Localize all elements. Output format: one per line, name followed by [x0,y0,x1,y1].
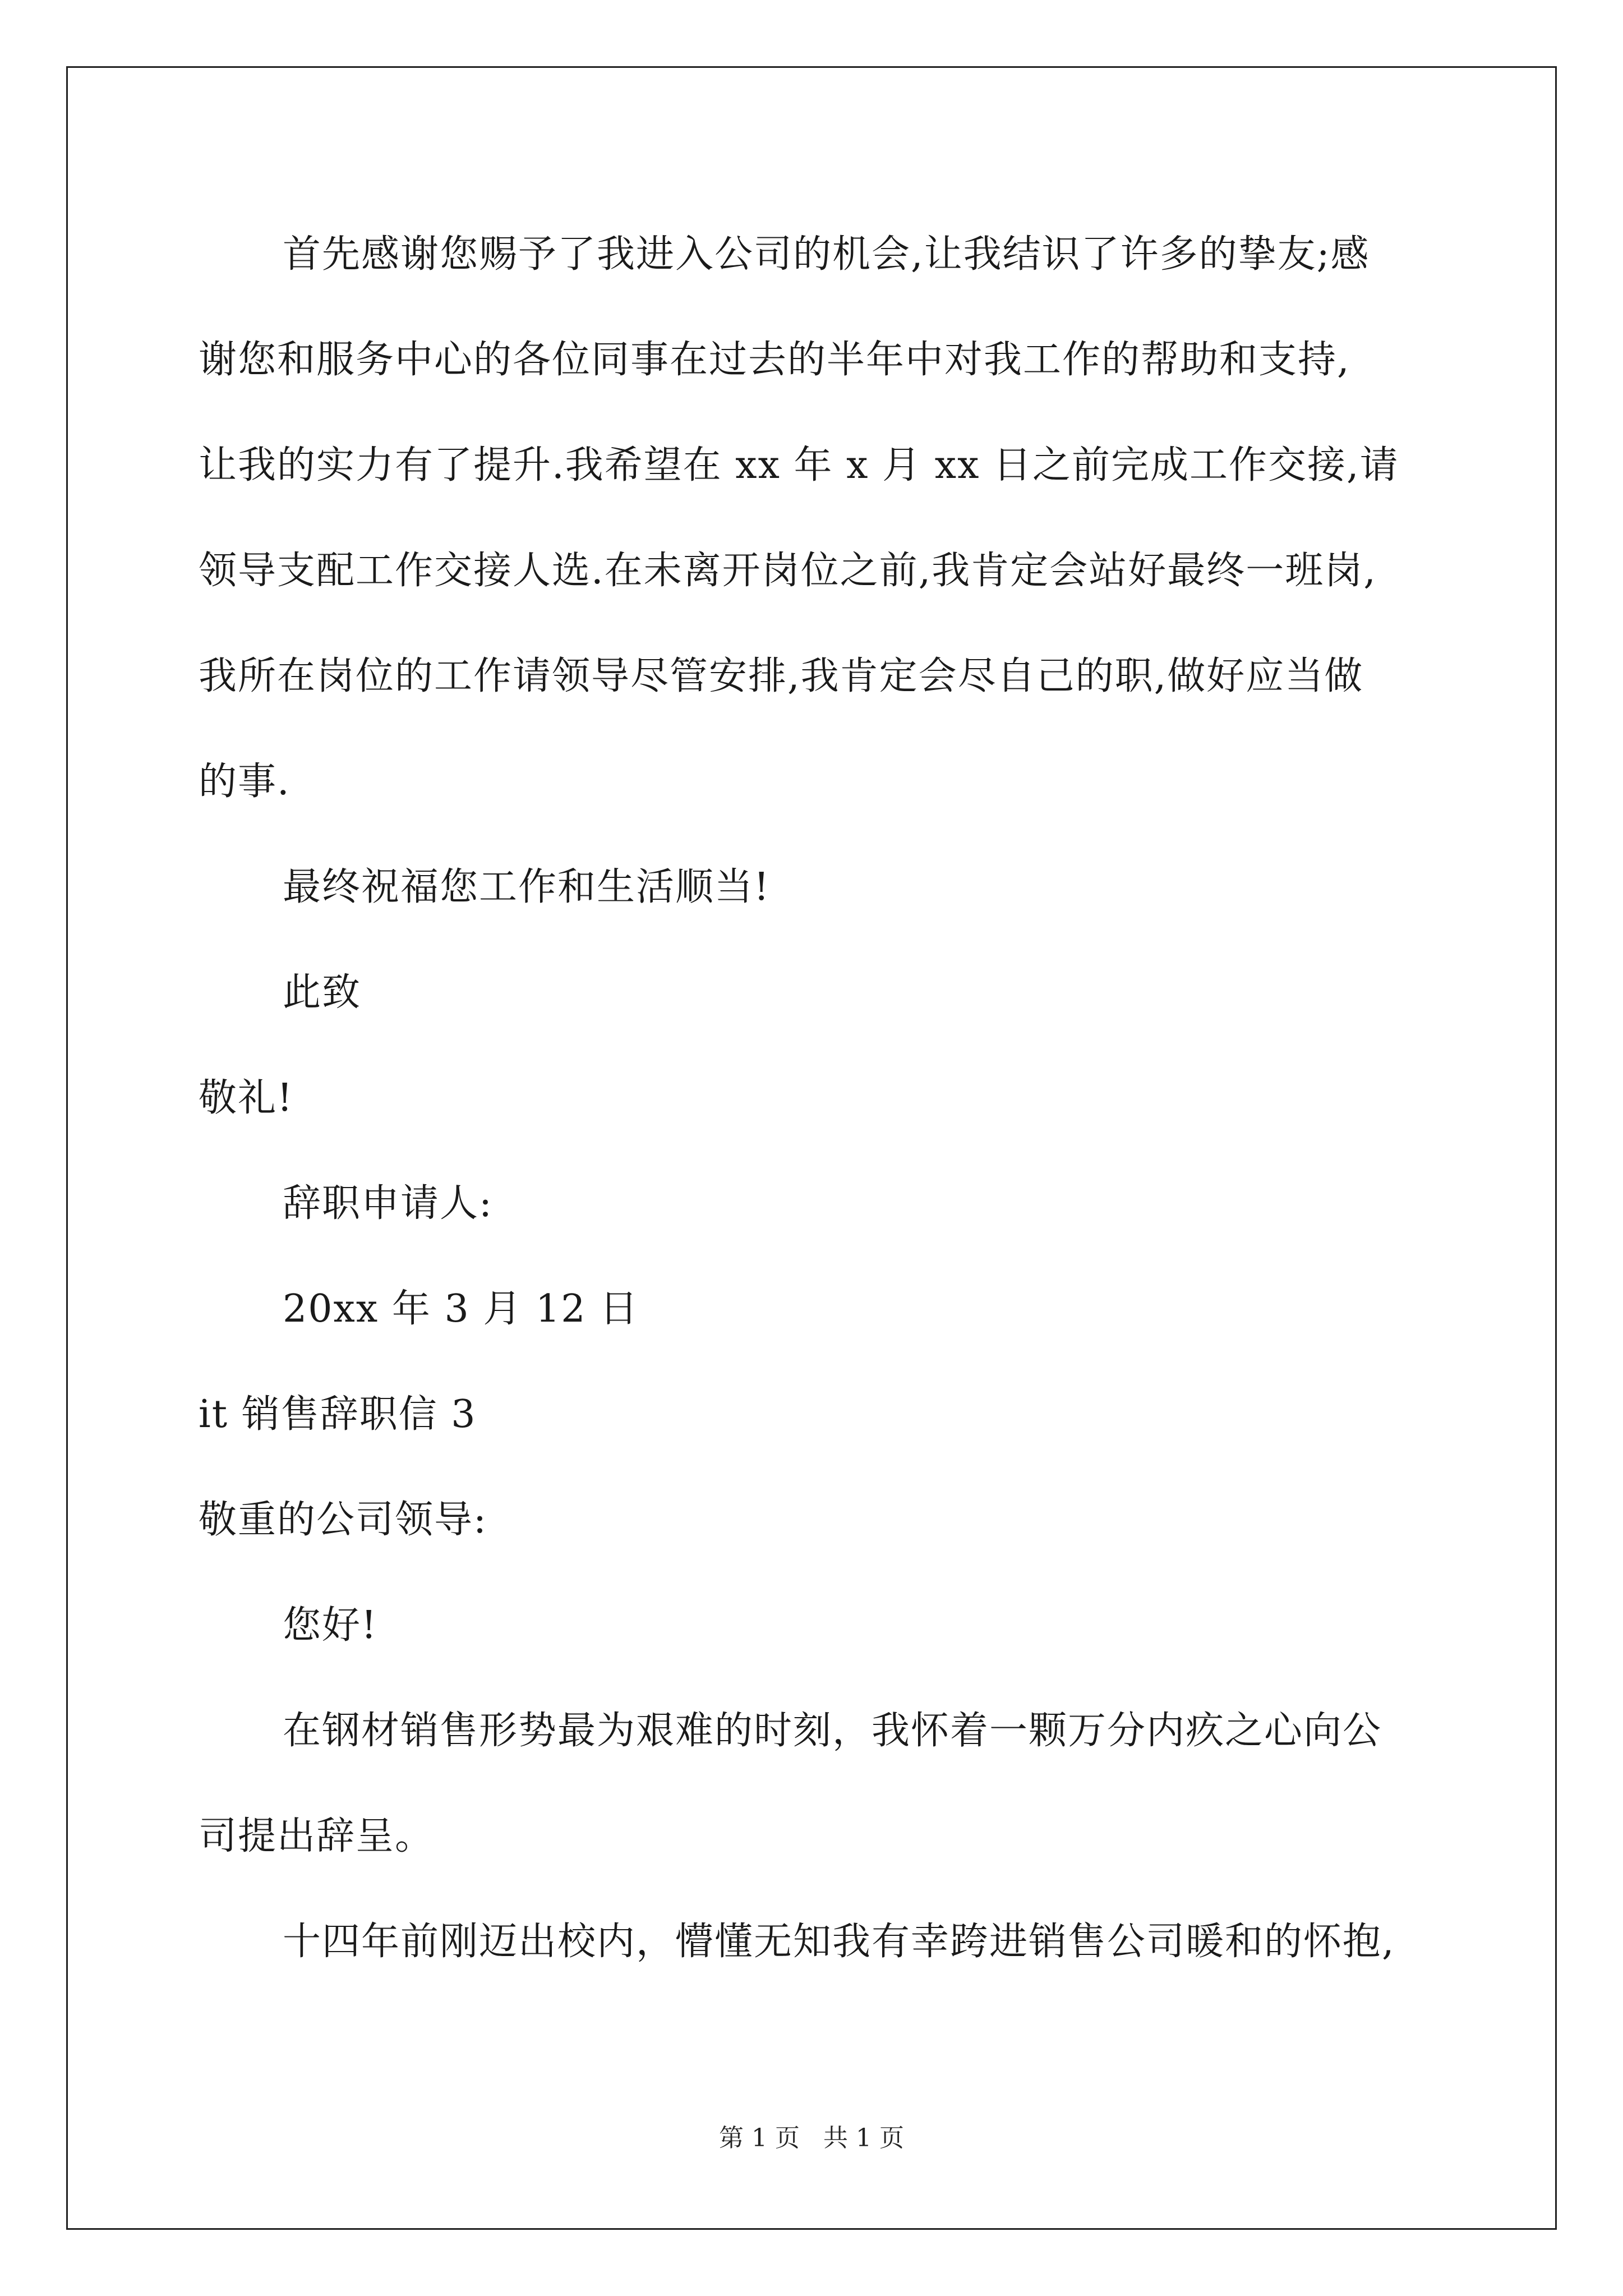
salutation-ci-zhi: 此致 [283,970,362,1015]
section-title: it 销售辞职信 3 [199,1392,477,1437]
paragraph-line: 让我的实力有了提升.我希望在 xx 年 x 月 xx 日之前完成工作交接,请 [199,443,1399,487]
signature-label: 辞职申请人: [283,1181,493,1226]
page-footer [0,2122,1623,2155]
signature-date: 20xx 年 3 月 12 日 [283,1287,639,1331]
paragraph-line: 的事. [199,760,291,804]
salutation-jing-li: 敬礼! [199,1076,294,1120]
paragraph-line: 谢您和服务中心的各位同事在过去的半年中对我工作的帮助和支持, [199,338,1350,382]
paragraph-line: 我所在岗位的工作请领导尽管安排,我肯定会尽自己的职,做好应当做 [199,654,1364,698]
page-total: 共 1 页 [823,2124,904,2152]
paragraph-line: 在钢材销售形势最为艰难的时刻，我怀着一颗万分内疚之心向公 [283,1709,1382,1753]
letter-greeting-recipient: 敬重的公司领导: [199,1498,487,1542]
closing-wish: 最终祝福您工作和生活顺当! [283,865,771,909]
paragraph-line: 司提出辞呈。 [199,1814,435,1858]
paragraph-line: 领导支配工作交接人选.在未离开岗位之前,我肯定会站好最终一班岗, [199,549,1377,593]
paragraph-line: 十四年前刚迈出校内，懵懂无知我有幸跨进销售公司暖和的怀抱, [283,1920,1395,1964]
document-body [199,202,1421,1995]
page-number: 第 1 页 [719,2124,800,2152]
paragraph-line: 首先感谢您赐予了我进入公司的机会,让我结识了许多的挚友;感 [283,232,1370,277]
letter-greeting-hello: 您好! [283,1603,378,1648]
